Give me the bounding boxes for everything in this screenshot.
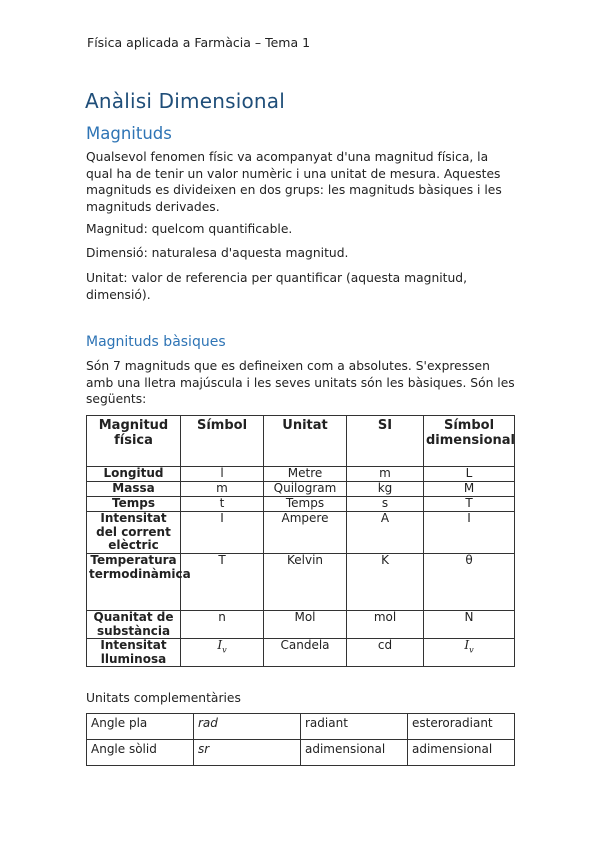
table-cell: Metre bbox=[264, 467, 347, 482]
table-cell: radiant bbox=[301, 714, 408, 740]
table-row bbox=[87, 482, 515, 497]
table-cell: Intensitat del corrent elèctric bbox=[87, 512, 181, 554]
basic-magnitudes-table bbox=[86, 415, 515, 667]
table-cell: Temps bbox=[87, 497, 181, 512]
complementary-units-table bbox=[86, 713, 515, 766]
table-cell: Angle pla bbox=[87, 714, 194, 740]
page-title: Anàlisi Dimensional bbox=[85, 89, 285, 113]
table-cell: Candela bbox=[264, 639, 347, 667]
table-cell: I bbox=[181, 512, 264, 554]
table-cell: adimensional bbox=[301, 740, 408, 766]
table-cell: K bbox=[347, 554, 424, 611]
table-cell: Intensitat lluminosa bbox=[87, 639, 181, 667]
table-cell: A bbox=[347, 512, 424, 554]
heading-unitats-complementaries: Unitats complementàries bbox=[86, 691, 241, 705]
table-row bbox=[87, 512, 515, 554]
intro-paragraph: Qualsevol fenomen físic va acompanyat d'una magnitud física, la qual ha de tenir un valor numèric i una unitat de mesura. Aquestes magnituds es divideixen en dos grups: les magnituds bàsiques i les magnituds derivades. bbox=[86, 150, 502, 214]
table-cell: m bbox=[347, 467, 424, 482]
table-cell: Kelvin bbox=[264, 554, 347, 611]
header-cell: Símbol bbox=[181, 416, 264, 467]
table-cell: sr bbox=[194, 740, 301, 766]
table-cell: Longitud bbox=[87, 467, 181, 482]
table-cell: l bbox=[181, 467, 264, 482]
table-cell: Ampere bbox=[264, 512, 347, 554]
table-cell: esteroradiant bbox=[408, 714, 515, 740]
table-row bbox=[87, 740, 515, 766]
table-cell: kg bbox=[347, 482, 424, 497]
table-cell: θ bbox=[424, 554, 515, 611]
table-row bbox=[87, 497, 515, 512]
definition-magnitud: Magnitud: quelcom quantificable. bbox=[86, 222, 293, 236]
header-cell: SI bbox=[347, 416, 424, 467]
table-cell: adimensional bbox=[408, 740, 515, 766]
symbol-iv: $I_v$ bbox=[217, 638, 227, 655]
table-row bbox=[87, 611, 515, 639]
definition-unitat: Unitat: valor de referencia per quantificar (aquesta magnitud, dimensió). bbox=[86, 271, 467, 302]
table-cell: mol bbox=[347, 611, 424, 639]
table-cell: Massa bbox=[87, 482, 181, 497]
table-cell: rad bbox=[194, 714, 301, 740]
table-cell: Quilogram bbox=[264, 482, 347, 497]
table-row bbox=[87, 554, 515, 611]
table-cell: Mol bbox=[264, 611, 347, 639]
table-cell: L bbox=[424, 467, 515, 482]
table-cell: s bbox=[347, 497, 424, 512]
definition-dimensio: Dimensió: naturalesa d'aquesta magnitud. bbox=[86, 246, 349, 260]
table-row bbox=[87, 714, 515, 740]
running-header: Física aplicada a Farmàcia – Tema 1 bbox=[87, 35, 311, 50]
header-cell: Unitat bbox=[264, 416, 347, 467]
table-cell: I bbox=[424, 512, 515, 554]
table-cell: N bbox=[424, 611, 515, 639]
heading-magnituds-basiques: Magnituds bàsiques bbox=[86, 334, 226, 350]
dimensional-symbol-iv: $I_v$ bbox=[464, 638, 474, 655]
table-cell bbox=[424, 639, 515, 667]
table-cell: M bbox=[424, 482, 515, 497]
table-row bbox=[87, 639, 515, 667]
heading-magnituds: Magnituds bbox=[86, 124, 172, 143]
table-cell: n bbox=[181, 611, 264, 639]
header-cell: Símbol dimensional bbox=[424, 416, 515, 467]
table-cell: Quanitat de substància bbox=[87, 611, 181, 639]
table-cell: cd bbox=[347, 639, 424, 667]
table-cell: Temps bbox=[264, 497, 347, 512]
table-row bbox=[87, 467, 515, 482]
basiques-intro: Són 7 magnituds que es defineixen com a absolutes. S'expressen amb una lletra majúscula i les seves unitats són les bàsiques. Són les següents: bbox=[86, 359, 515, 407]
table-cell bbox=[181, 639, 264, 667]
table-cell: T bbox=[424, 497, 515, 512]
table-cell: T bbox=[181, 554, 264, 611]
table-header-row bbox=[87, 416, 515, 467]
header-cell: Magnitud física bbox=[87, 416, 181, 467]
table-cell: t bbox=[181, 497, 264, 512]
table-cell: Temperatura termodinàmica bbox=[87, 554, 181, 611]
table-cell: m bbox=[181, 482, 264, 497]
table-cell: Angle sòlid bbox=[87, 740, 194, 766]
